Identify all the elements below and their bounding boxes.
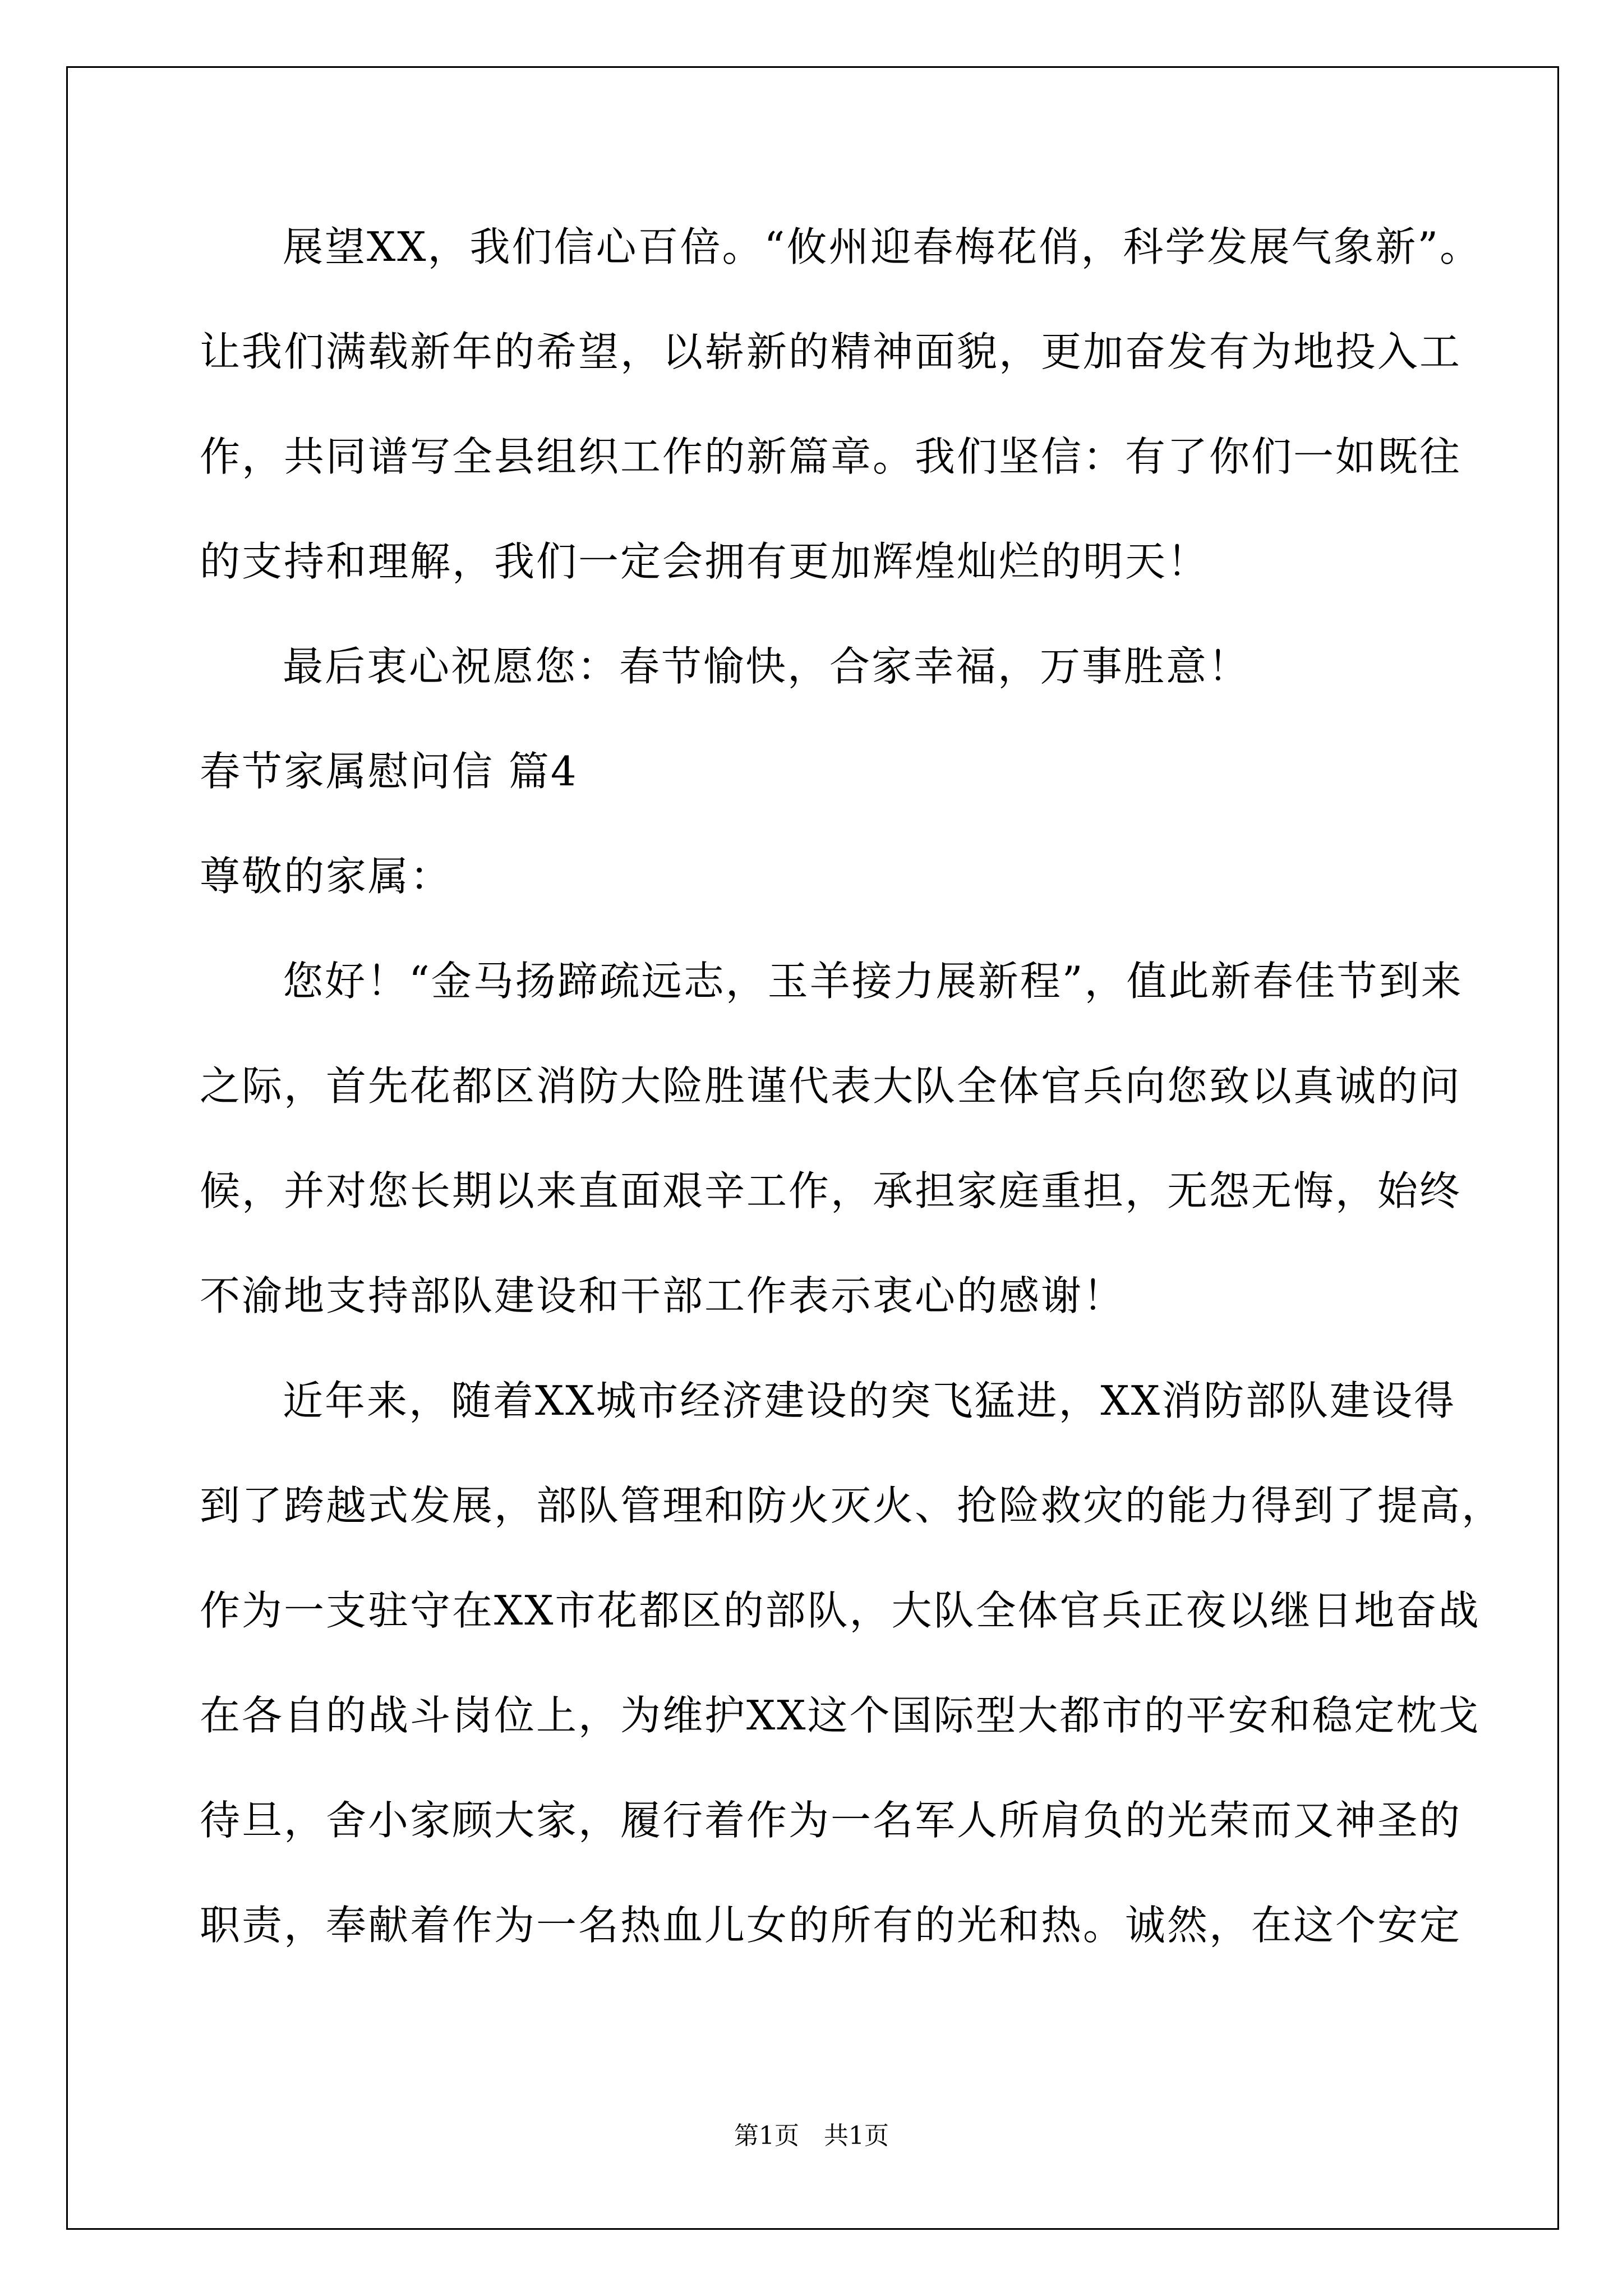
paragraph-line: 的支持和理解，我们一定会拥有更加辉煌灿烂的明天！ [200, 538, 1210, 585]
salutation: 尊敬的家属： [200, 853, 453, 900]
paragraph-line: 展望XX，我们信心百倍。“攸州迎春梅花俏，科学发展气象新”。 [283, 223, 1482, 270]
paragraph-line: 之际，首先花都区消防大险胜谨代表大队全体官兵向您致以真诚的问 [200, 1062, 1462, 1110]
paragraph-line: 作，共同谱写全县组织工作的新篇章。我们坚信：有了你们一如既往 [200, 433, 1462, 480]
paragraph-line: 到了跨越式发展，部队管理和防火灭火、抢险救灾的能力得到了提高， [200, 1482, 1504, 1529]
paragraph-line: 近年来，随着XX城市经济建设的突飞猛进，XX消防部队建设得 [283, 1377, 1456, 1424]
paragraph-line: 待旦，舍小家顾大家，履行着作为一名军人所肩负的光荣而又神圣的 [200, 1797, 1462, 1844]
paragraph-line: 作为一支驻守在XX市花都区的部队，大队全体官兵正夜以继日地奋战 [200, 1587, 1481, 1634]
section-heading: 春节家属慰问信 篇4 [200, 748, 578, 795]
paragraph-line: 候，并对您长期以来直面艰辛工作，承担家庭重担，无怨无悔，始终 [200, 1167, 1462, 1214]
page-footer: 第1页 共1页 [734, 2122, 889, 2150]
paragraph-line: 让我们满载新年的希望，以崭新的精神面貌，更加奋发有为地投入工 [200, 328, 1462, 375]
paragraph-line: 不渝地支持部队建设和干部工作表示衷心的感谢！ [200, 1272, 1126, 1319]
paragraph-line: 在各自的战斗岗位上，为维护XX这个国际型大都市的平安和稳定枕戈 [200, 1692, 1481, 1739]
closing-wish-line: 最后衷心祝愿您：春节愉快，合家幸福，万事胜意！ [283, 643, 1251, 690]
paragraph-line: 职责，奉献着作为一名热血儿女的所有的光和热。诚然，在这个安定 [200, 1902, 1462, 1949]
paragraph-line: 您好！“金马扬蹄疏远志，玉羊接力展新程”，值此新春佳节到来 [283, 958, 1463, 1005]
